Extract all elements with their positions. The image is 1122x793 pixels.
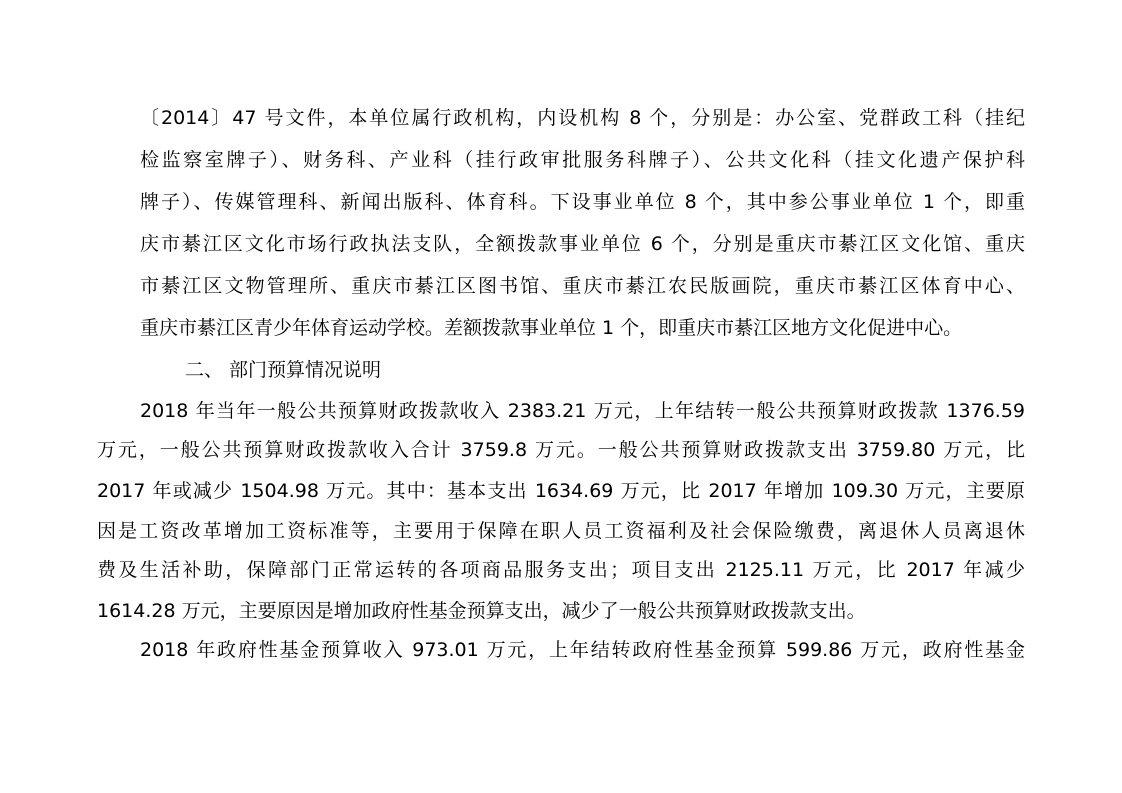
text-line: 〔2014〕47 号文件，本单位属行政机构，内设机构 8 个，分别是：办公室、党群政工科（挂纪 [140,107,1025,129]
text-line: 1614.28 万元，主要原因是增加政府性基金预算支出，减少了一般公共预算财政拨款支出。 [97,600,866,622]
text-line: 牌子）、传媒管理科、新闻出版科、体育科。下设事业单位 8 个，其中参公事业单位 1 个，即重 [140,191,1025,213]
text-line: 2018 年政府性基金预算收入 973.01 万元，上年结转政府性基金预算 599.86 万元，政府性基金 [140,639,1025,661]
text-line: 2018 年当年一般公共预算财政拨款收入 2383.21 万元，上年结转一般公共预算财政拨款 1376.59 [140,400,1025,422]
text-line: 2017 年或减少 1504.98 万元。其中：基本支出 1634.69 万元，比 2017 年增加 109.30 万元，主要原 [97,480,1025,502]
text-line: 费及生活补助，保障部门正常运转的各项商品服务支出；项目支出 2125.11 万元，比 2017 年减少 [97,559,1025,581]
section-heading: 二、 部门预算情况说明 [185,359,382,381]
text-line: 重庆市綦江区青少年体育运动学校。差额拨款事业单位 1 个，即重庆市綦江区地方文化促进中心。 [140,317,963,339]
text-line: 市綦江区文物管理所、重庆市綦江区图书馆、重庆市綦江农民版画院，重庆市綦江区体育中心、 [140,275,1025,297]
text-line: 检监察室牌子）、财务科、产业科（挂行政审批服务科牌子）、公共文化科（挂文化遗产保护科 [140,149,1025,171]
text-line: 万元，一般公共预算财政拨款收入合计 3759.8 万元。一般公共预算财政拨款支出 3759.80 万元，比 [97,439,1025,461]
text-line: 因是工资改革增加工资标准等，主要用于保障在职人员工资福利及社会保险缴费，离退休人员离退休 [97,520,1025,542]
text-line: 庆市綦江区文化市场行政执法支队，全额拨款事业单位 6 个，分别是重庆市綦江区文化馆、重庆 [140,233,1025,255]
